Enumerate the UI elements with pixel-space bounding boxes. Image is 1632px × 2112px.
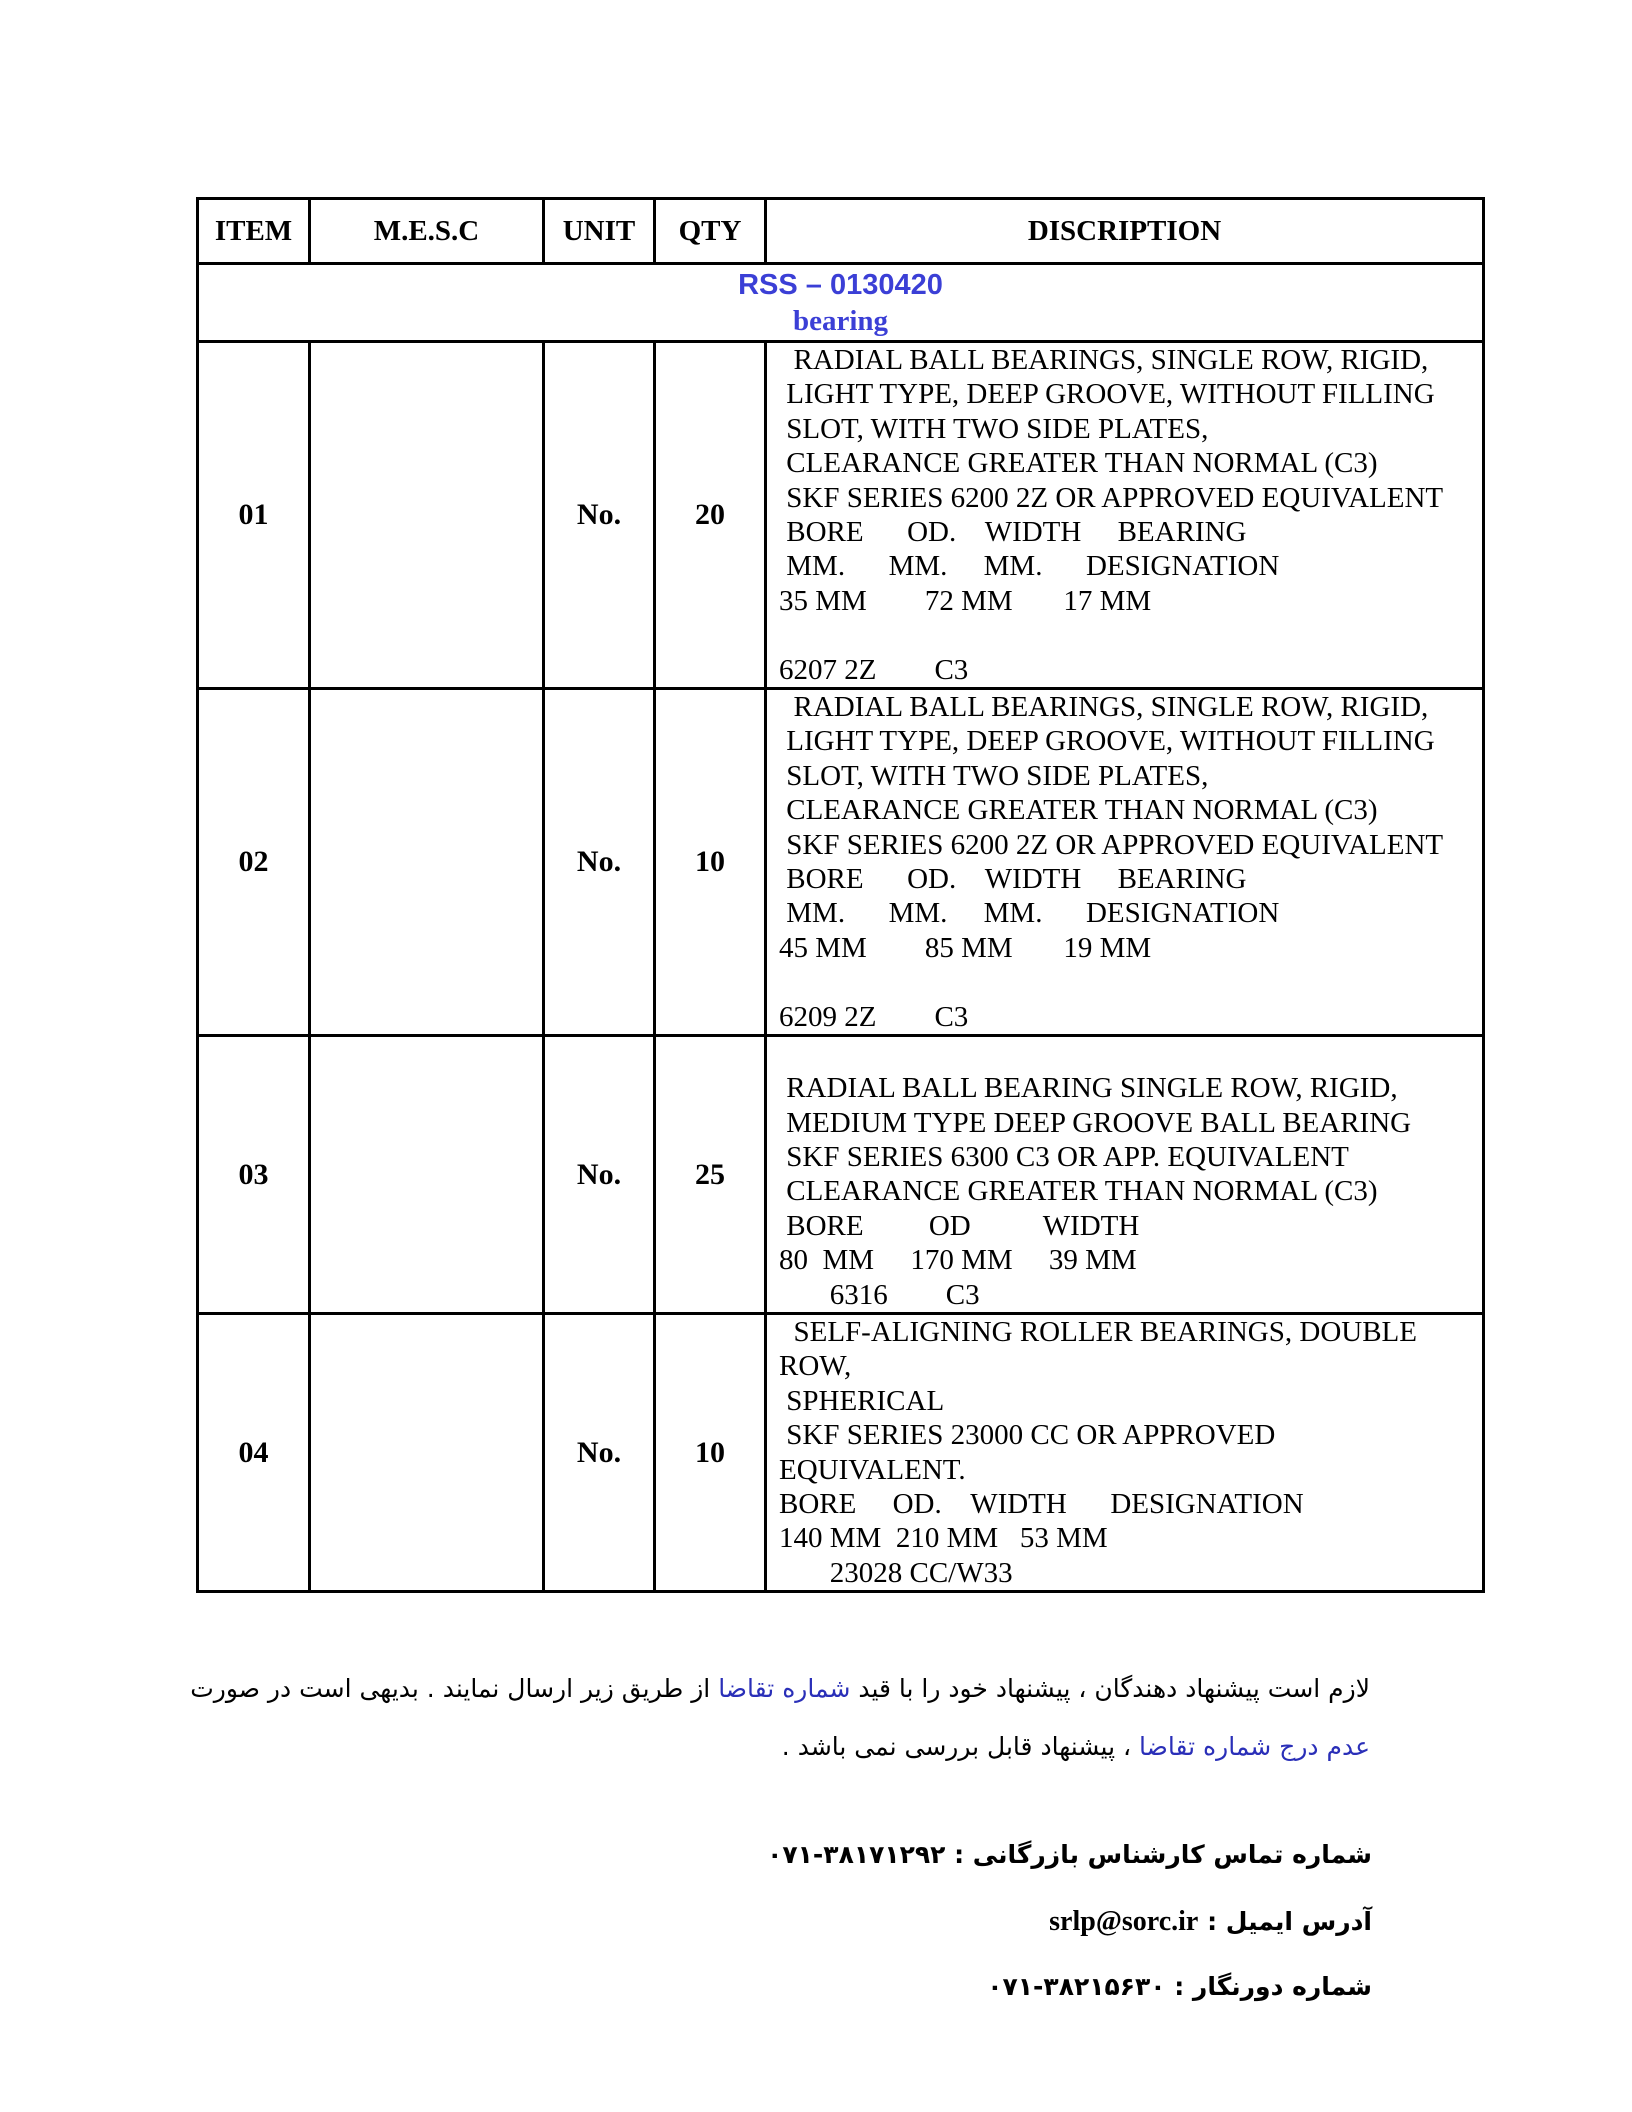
description-line: SPHERICAL xyxy=(779,1384,945,1417)
table-row xyxy=(198,1036,1484,1314)
items-table xyxy=(196,197,1485,1593)
group-row xyxy=(198,264,1484,342)
description-line: SLOT, WITH TWO SIDE PLATES, xyxy=(779,759,1209,792)
description-line: BORE OD. WIDTH BEARING xyxy=(779,516,1247,549)
description-line: SLOT, WITH TWO SIDE PLATES, xyxy=(779,412,1209,445)
fax-value: ۰۷۱-۳۸۲۱۵۶۳۰ xyxy=(987,1972,1166,2001)
description-line: SKF SERIES 23000 CC OR APPROVED xyxy=(779,1419,1276,1452)
description-line xyxy=(779,618,1472,652)
description-line xyxy=(779,965,1472,999)
description-line: SKF SERIES 6200 2Z OR APPROVED EQUIVALENT xyxy=(779,828,1444,861)
contact-email xyxy=(472,1906,1372,1938)
description-line: 6209 2Z C3 xyxy=(779,1000,969,1033)
group-name: bearing xyxy=(792,304,889,337)
header-mesc: M.E.S.C xyxy=(310,199,544,264)
phone-value: ۰۷۱-۳۸۱۷۱۲۹۲ xyxy=(767,1840,946,1869)
notice-text: ، پیشنهاد قابل بررسی نمی باشد . xyxy=(781,1732,1140,1761)
description-line: RADIAL BALL BEARINGS, SINGLE ROW, RIGID, xyxy=(779,344,1429,376)
table-row xyxy=(198,342,1484,689)
contact-phone xyxy=(472,1840,1372,1869)
item-cell: 04 xyxy=(198,1313,310,1591)
description-text xyxy=(767,1315,1482,1590)
notice-text: لازم است پیشنهاد دهندگان ، پیشنهاد خود را با قید xyxy=(850,1674,1370,1703)
description-text xyxy=(767,343,1482,687)
notice-highlight: شماره تقاضا xyxy=(718,1674,851,1703)
description-line: MEDIUM TYPE DEEP GROOVE BALL BEARING xyxy=(779,1106,1412,1139)
group-cell xyxy=(198,264,1484,342)
description-line: EQUIVALENT. xyxy=(779,1453,966,1486)
description-line: 6207 2Z C3 xyxy=(779,653,969,686)
description-line: SELF-ALIGNING ROLLER BEARINGS, DOUBLE xyxy=(779,1315,1417,1348)
description-line: CLEARANCE GREATER THAN NORMAL (C3) xyxy=(779,447,1378,480)
item-cell: 03 xyxy=(198,1036,310,1314)
description-line: CLEARANCE GREATER THAN NORMAL (C3) xyxy=(779,794,1378,827)
description-line: 23028 CC/W33 xyxy=(779,1556,1013,1589)
mesc-cell xyxy=(310,1036,544,1314)
description-line: 140 MM 210 MM 53 MM xyxy=(779,1522,1108,1555)
notice-text: از طریق زیر ارسال نمایند . بدیهی است در صورت xyxy=(190,1674,719,1703)
unit-cell: No. xyxy=(544,689,655,1036)
description-text xyxy=(767,690,1482,1034)
description-line: SKF SERIES 6300 C3 OR APP. EQUIVALENT xyxy=(779,1140,1349,1173)
qty-cell: 20 xyxy=(655,342,766,689)
description-line: MM. MM. MM. DESIGNATION xyxy=(779,550,1280,583)
header-item: ITEM xyxy=(198,199,310,264)
notice-paragraph xyxy=(190,1660,1370,1776)
description-text xyxy=(767,1037,1482,1312)
request-number: RSS – 0130420 xyxy=(738,268,943,301)
description-line: 6316 C3 xyxy=(779,1278,980,1311)
description-line: LIGHT TYPE, DEEP GROOVE, WITHOUT FILLING xyxy=(779,378,1435,411)
description-cell xyxy=(766,689,1484,1036)
qty-cell: 10 xyxy=(655,689,766,1036)
unit-cell: No. xyxy=(544,1313,655,1591)
mesc-cell xyxy=(310,342,544,689)
description-line: 80 MM 170 MM 39 MM xyxy=(779,1244,1137,1277)
description-line: LIGHT TYPE, DEEP GROOVE, WITHOUT FILLING xyxy=(779,725,1435,758)
header-qty: QTY xyxy=(655,199,766,264)
description-line: CLEARANCE GREATER THAN NORMAL (C3) xyxy=(779,1175,1378,1208)
description-line: MM. MM. MM. DESIGNATION xyxy=(779,897,1280,930)
contact-fax xyxy=(472,1972,1372,2001)
unit-cell: No. xyxy=(544,1036,655,1314)
notice-highlight: عدم درج شماره تقاضا xyxy=(1139,1732,1370,1761)
description-line: RADIAL BALL BEARING SINGLE ROW, RIGID, xyxy=(779,1072,1398,1105)
description-line: SKF SERIES 6200 2Z OR APPROVED EQUIVALENT xyxy=(779,481,1444,514)
phone-label: شماره تماس کارشناس بازرگانی : xyxy=(954,1840,1372,1869)
item-cell: 01 xyxy=(198,342,310,689)
fax-label: شماره دورنگار : xyxy=(1174,1972,1372,2001)
table-row xyxy=(198,689,1484,1036)
mesc-cell xyxy=(310,689,544,1036)
description-line: BORE OD. WIDTH BEARING xyxy=(779,863,1247,896)
item-cell: 02 xyxy=(198,689,310,1036)
description-line: BORE OD. WIDTH DESIGNATION xyxy=(779,1487,1304,1520)
header-description: DISCRIPTION xyxy=(766,199,1484,264)
description-line: 35 MM 72 MM 17 MM xyxy=(779,584,1152,617)
description-line: BORE OD WIDTH xyxy=(779,1209,1140,1242)
unit-cell: No. xyxy=(544,342,655,689)
description-cell xyxy=(766,1036,1484,1314)
header-unit: UNIT xyxy=(544,199,655,264)
mesc-cell xyxy=(310,1313,544,1591)
description-line: ROW, xyxy=(779,1350,852,1383)
description-cell xyxy=(766,1313,1484,1591)
table-row xyxy=(198,1313,1484,1591)
qty-cell: 10 xyxy=(655,1313,766,1591)
description-cell xyxy=(766,342,1484,689)
table-header-row xyxy=(198,199,1484,264)
qty-cell: 25 xyxy=(655,1036,766,1314)
description-line: 45 MM 85 MM 19 MM xyxy=(779,931,1152,964)
description-line: RADIAL BALL BEARINGS, SINGLE ROW, RIGID, xyxy=(779,691,1429,724)
email-label: آدرس ایمیل : xyxy=(1207,1907,1372,1936)
email-value: srlp@sorc.ir xyxy=(1049,1906,1199,1937)
